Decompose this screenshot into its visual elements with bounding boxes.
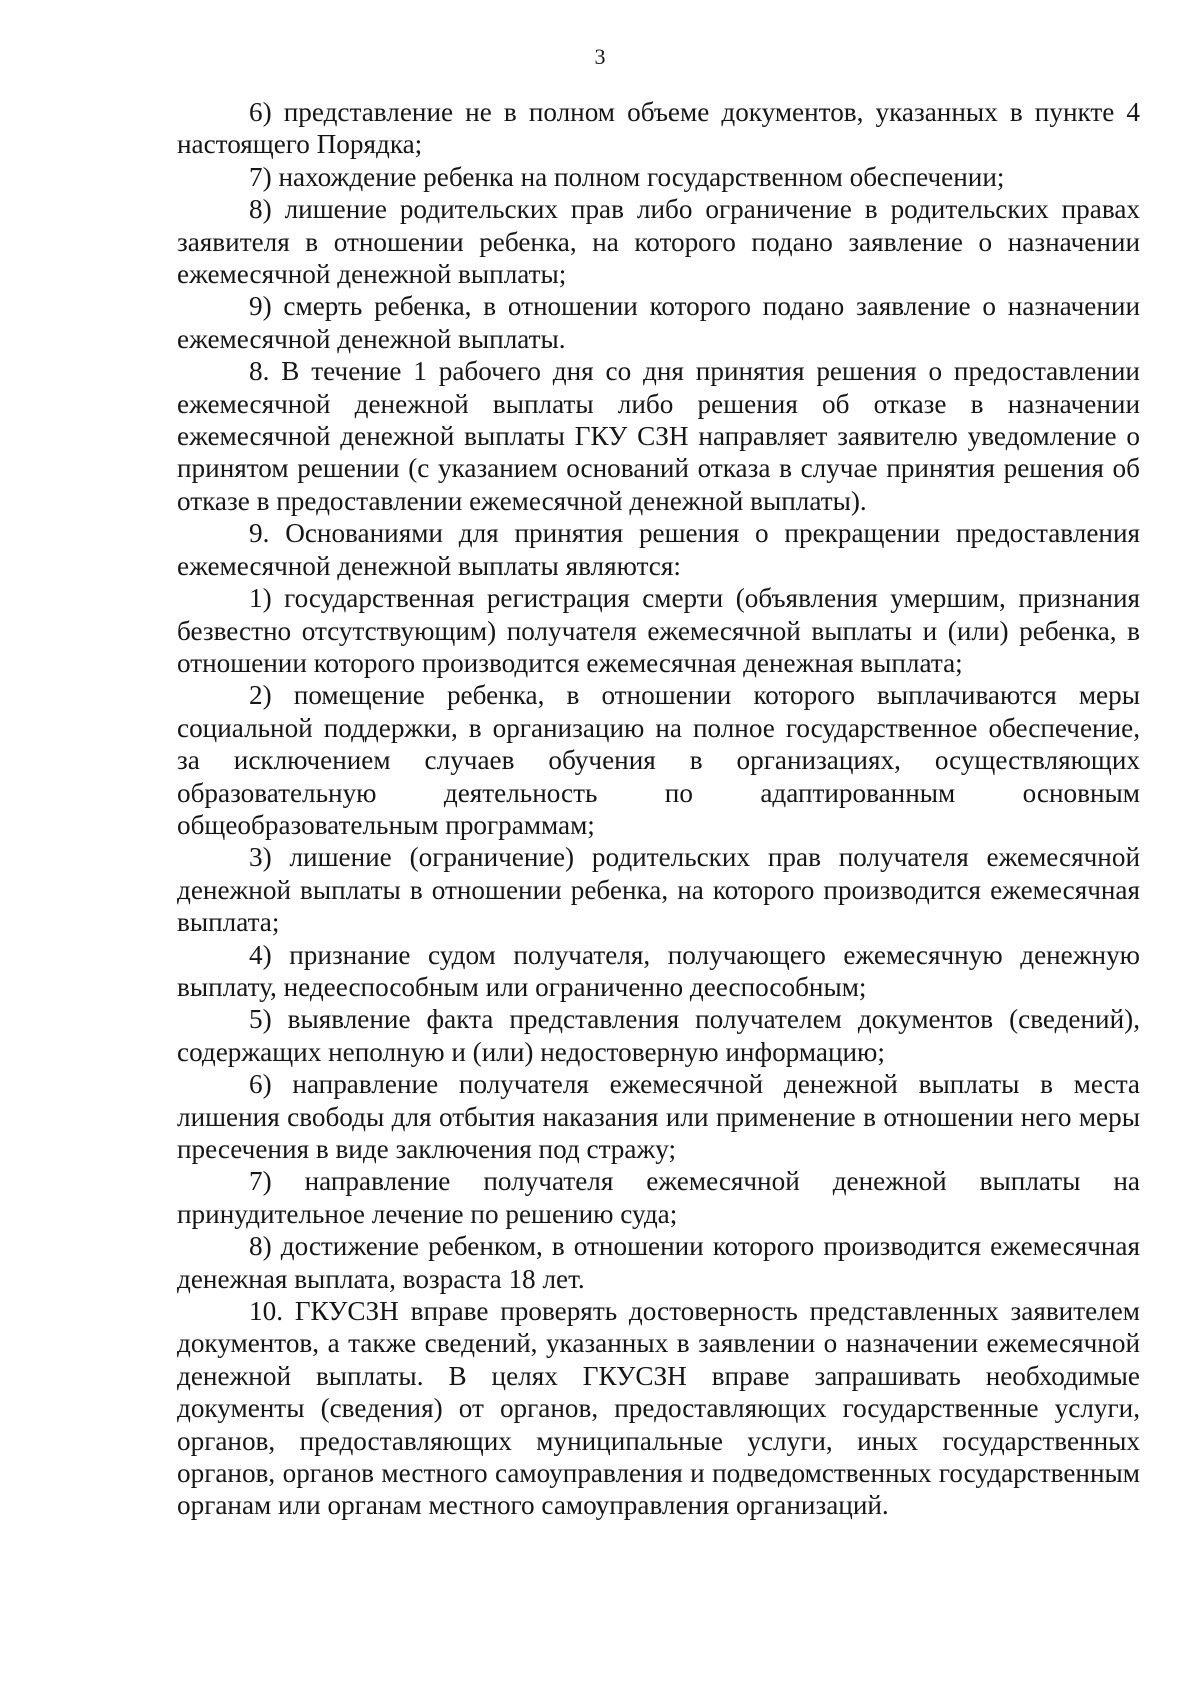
paragraph-subitem-5: 5) выявление факта представления получателем документов (сведений), содержащих неполную и (или) недостоверную информацию;: [177, 1004, 1140, 1067]
paragraph-subitem-4: 4) признание судом получателя, получающего ежемесячную денежную выплату, недееспособным или ограниченно дееспособным;: [177, 939, 1140, 1002]
paragraph-subitem-3: 3) лишение (ограничение) родительских прав получателя ежемесячной денежной выплаты в отношении ребенка, на которого производится ежемесячная выплата;: [177, 842, 1140, 938]
paragraph-subitem-6: 6) направление получателя ежемесячной денежной выплаты в места лишения свободы для отбытия наказания или применение в отношении него меры пресечения в виде заключения под стражу;: [177, 1069, 1140, 1164]
paragraph-item-6: 6) представление не в полном объеме документов, указанных в пункте 4 настоящего Порядка;: [177, 97, 1140, 160]
page-number: 3: [594, 44, 606, 69]
paragraph-subitem-8: 8) достижение ребенком, в отношении которого производится ежемесячная денежная выплата, возраста 18 лет.: [177, 1231, 1140, 1294]
paragraph-clause-8: 8. В течение 1 рабочего дня со дня принятия решения о предоставлении ежемесячной денежной выплаты либо решения об отказе в назначении ежемесячной денежной выплаты ГКУ СЗН направляет заявителю уведомление о принятом решении (с указанием оснований отказа в случае принятия решения об отказе в предоставлении ежемесячной денежной выплаты).: [177, 356, 1140, 516]
paragraph-subitem-1: 1) государственная регистрация смерти (объявления умершим, признания безвестно отсутствующим) получателя ежемесячной выплаты и (или) ребенка, в отношении которого производится ежемесячная денежная выплата;: [177, 583, 1140, 678]
paragraph-clause-9: 9. Основаниями для принятия решения о прекращении предоставления ежемесячной денежной выплаты являются:: [177, 518, 1140, 581]
paragraph-subitem-2: 2) помещение ребенка, в отношении которого выплачиваются меры социальной поддержки, в организацию на полное государственное обеспечение, за исключением случаев обучения в организациях, осуществляющих образовательную деятельность по адаптированным основным общеобразовательным программам;: [177, 680, 1140, 840]
paragraph-item-8: 8) лишение родительских прав либо ограничение в родительских правах заявителя в отношении ребенка, на которого подано заявление о назначении ежемесячной денежной выплаты;: [177, 194, 1140, 290]
paragraph-item-9: 9) смерть ребенка, в отношении которого подано заявление о назначении ежемесячной денежной выплаты.: [177, 291, 1140, 354]
paragraph-clause-10: 10. ГКУСЗН вправе проверять достоверность представленных заявителем документов, а также сведений, указанных в заявлении о назначении ежемесячной денежной выплаты. В целях ГКУСЗН вправе запрашивать необходимые документы (сведения) от органов, предоставляющих государственные услуги, органов, предоставляющих муниципальные услуги, иных государственных органов, органов местного самоуправления и подведомственных государственным органам или органам местного самоуправления организаций.: [177, 1296, 1140, 1521]
document-body: [177, 96, 1140, 1522]
paragraph-subitem-7: 7) направление получателя ежемесячной денежной выплаты на принудительное лечение по решению суда;: [177, 1166, 1140, 1229]
paragraph-item-7: 7) нахождение ребенка на полном государственном обеспечении;: [249, 161, 1005, 192]
